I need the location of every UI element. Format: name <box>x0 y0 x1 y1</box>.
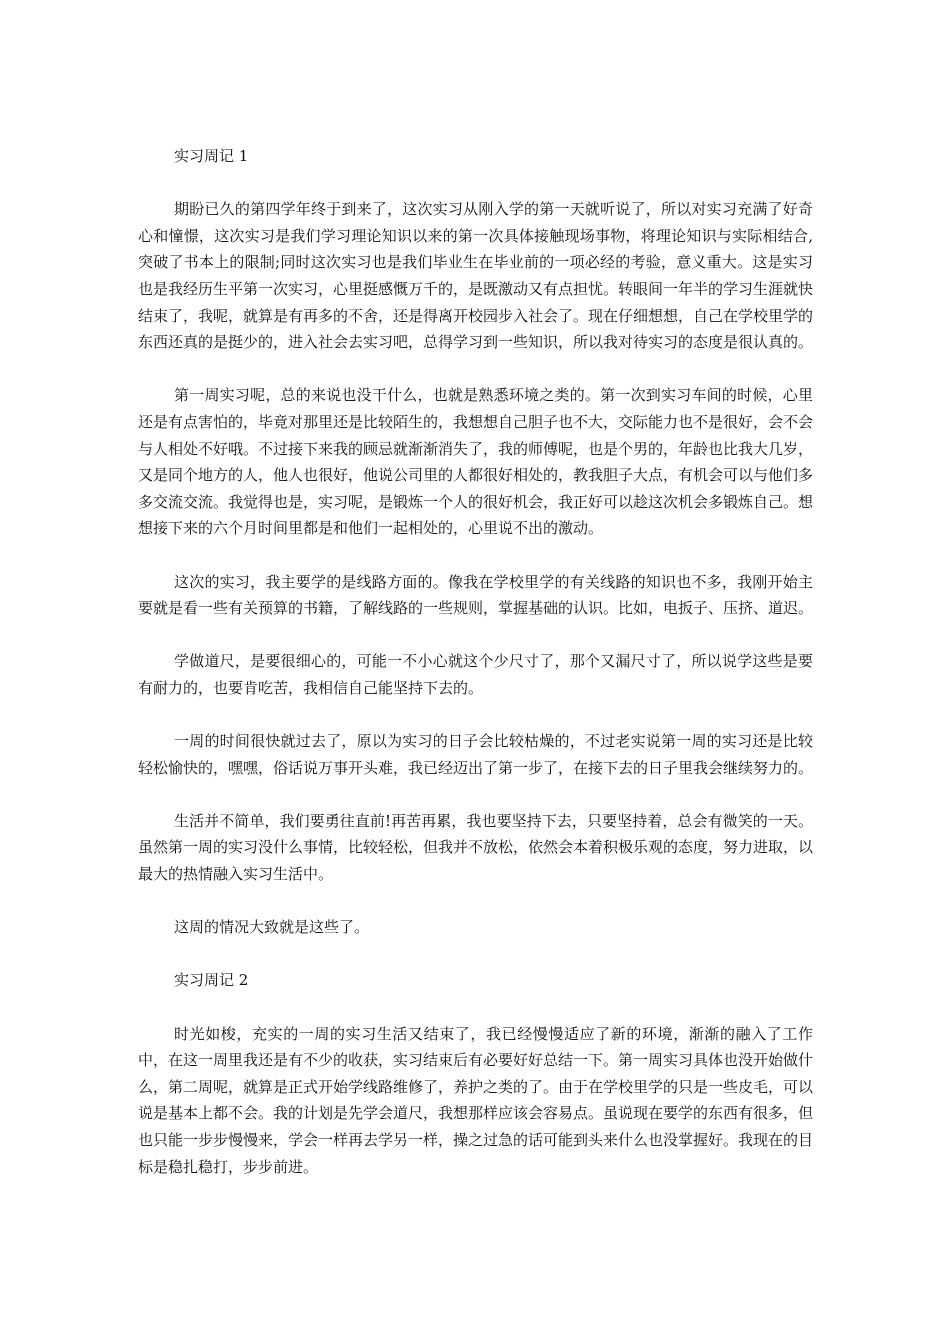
diary-heading-2: 实习周记 2 <box>174 971 249 990</box>
paragraph-second-week: 时光如梭，充实的一周的实习生活又结束了，我已经慢慢适应了新的环境，渐渐的融入了工作中，在这一周里我还是有不少的收获，实习结束后有必要好好总结一下。第一周实习具体也没开始做什么，第二周呢，就算是正式开始学线路维修了，养护之类的了。由于在学校里学的只是一些皮毛，可以说是基本上都不会。我的计划是先学会道尺，我想那样应该会容易点。虽说现在要学的东西有很多，但也只能一步步慢慢来，学会一样再去学另一样，操之过急的话可能到头来什么也没掌握好。我现在的目标是稳扎稳打，步步前进。 <box>138 1024 814 1176</box>
paragraph-first-week: 第一周实习呢，总的来说也没干什么，也就是熟悉环境之类的。第一次到实习车间的时候，心里还是有点害怕的，毕竟对那里还是比较陌生的，我想想自己胆子也不大，交际能力也不是很好，会不会与人相处不好哦。不过接下来我的顾忌就渐渐消失了，我的师傅呢，也是个男的，年龄也比我大几岁，又是同个地方的人，他人也很好，他说公司里的人都很好相处的，教我胆子大点，有机会可以与他们多多交流交流。我觉得也是，实习呢，是锻炼一个人的很好机会，我正好可以趁这次机会多锻炼自己。想想接下来的六个月时间里都是和他们一起相处的，心里说不出的激动。 <box>138 386 814 538</box>
paragraph-line-study: 这次的实习，我主要学的是线路方面的。像我在学校里学的有关线路的知识也不多，我刚开始主要就是看一些有关预算的书籍，了解线路的一些规则，掌握基础的认识。比如，电扳子、压挤、道迟。 <box>138 572 814 618</box>
paragraph-life: 生活并不简单，我们要勇往直前!再苦再累，我也要坚持下去，只要坚持着，总会有微笑的一天。虽然第一周的实习没什么事情，比较轻松，但我并不放松，依然会本着积极乐观的态度，努力进取，以最大的热情融入实习生活中。 <box>138 811 814 884</box>
paragraph-intro: 期盼已久的第四学年终于到来了，这次实习从刚入学的第一天就听说了，所以对实习充满了好奇心和憧憬，这次实习是我们学习理论知识以来的第一次具体接触现场事物，将理论知识与实际相结合,突破了书本上的限制;同时这次实习也是我们毕业生在毕业前的一项必经的考验，意义重大。这是实习也是我经历生平第一次实习，心里挺感慨万千的，是既激动又有点担忧。转眼间一年半的学习生涯就快结束了，我呢，就算是有再多的不舍，还是得离开校园步入社会了。现在仔细想想，自己在学校里学的东西还真的是挺少的，进入社会去实习吧，总得学习到一些知识，所以我对待实习的态度是很认真的。 <box>138 200 814 352</box>
paragraph-week-summary: 一周的时间很快就过去了，原以为实习的日子会比较枯燥的，不过老实说第一周的实习还是比较轻松愉快的，嘿嘿，俗话说万事开头难，我已经迈出了第一步了，在接下去的日子里我会继续努力的。 <box>138 732 814 777</box>
paragraph-closing: 这周的情况大致就是这些了。 <box>174 918 370 937</box>
paragraph-track-gauge: 学做道尺，是要很细心的，可能一不小心就这个少尺寸了，那个又漏尺寸了，所以说学这些是要有耐力的，也要肯吃苦，我相信自己能坚持下去的。 <box>138 652 813 697</box>
document-page <box>138 143 813 1207</box>
diary-heading-1: 实习周记 1 <box>174 147 249 165</box>
